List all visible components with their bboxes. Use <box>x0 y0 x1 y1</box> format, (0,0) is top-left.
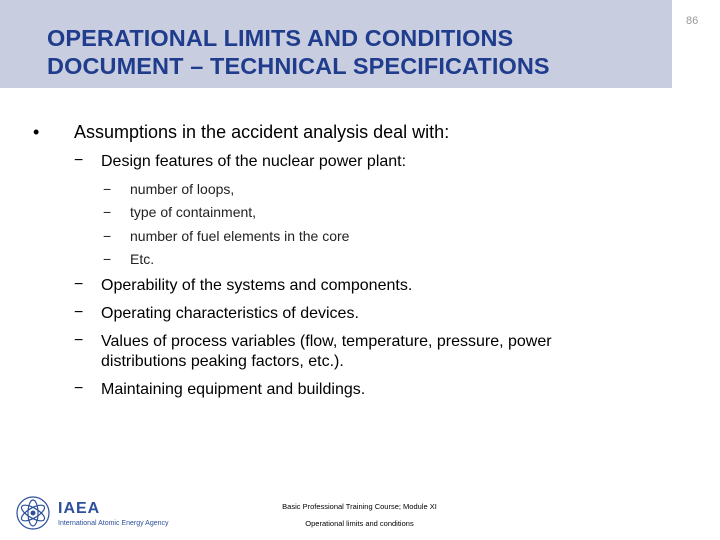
dash-icon: − <box>74 152 84 169</box>
title-line-2: DOCUMENT – TECHNICAL SPECIFICATIONS <box>47 53 550 79</box>
title-line-1: OPERATIONAL LIMITS AND CONDITIONS <box>47 25 514 51</box>
list-item-text: Design features of the nuclear power plant: <box>101 153 407 170</box>
slide-title <box>47 24 550 80</box>
sub-item-text: type of containment, <box>130 204 257 220</box>
footer-course: Basic Professional Training Course; Module XI <box>282 502 437 511</box>
dash-icon: − <box>103 181 112 197</box>
list-item-text-line-1: Values of process variables (flow, temperature, pressure, power <box>101 333 552 350</box>
bullet-icon: • <box>33 122 40 142</box>
sub-item-text: number of fuel elements in the core <box>130 228 350 244</box>
iaea-logo-text: IAEA <box>58 500 101 517</box>
footer-topic: Operational limits and conditions <box>305 519 414 528</box>
list-item-text-line-2: distributions peaking factors, etc.). <box>101 353 344 370</box>
sub-item-text: Etc. <box>130 251 155 267</box>
dash-icon: − <box>74 380 84 397</box>
iaea-logo-subtitle: International Atomic Energy Agency <box>58 520 169 527</box>
dash-icon: − <box>74 332 84 349</box>
list-item-text: Maintaining equipment and buildings. <box>101 381 366 398</box>
dash-icon: − <box>103 251 112 267</box>
list-item-text: Operability of the systems and components. <box>101 277 413 294</box>
main-bullet-text: Assumptions in the accident analysis deal with: <box>74 122 450 142</box>
dash-icon: − <box>103 204 112 220</box>
list-item-text <box>101 332 552 372</box>
dash-icon: − <box>74 276 84 293</box>
dash-icon: − <box>74 304 84 321</box>
page-number: 86 <box>686 15 699 27</box>
sub-item-text: number of loops, <box>130 181 235 197</box>
dash-icon: − <box>103 228 112 244</box>
list-item-text: Operating characteristics of devices. <box>101 305 359 322</box>
iaea-emblem-icon <box>14 494 52 537</box>
